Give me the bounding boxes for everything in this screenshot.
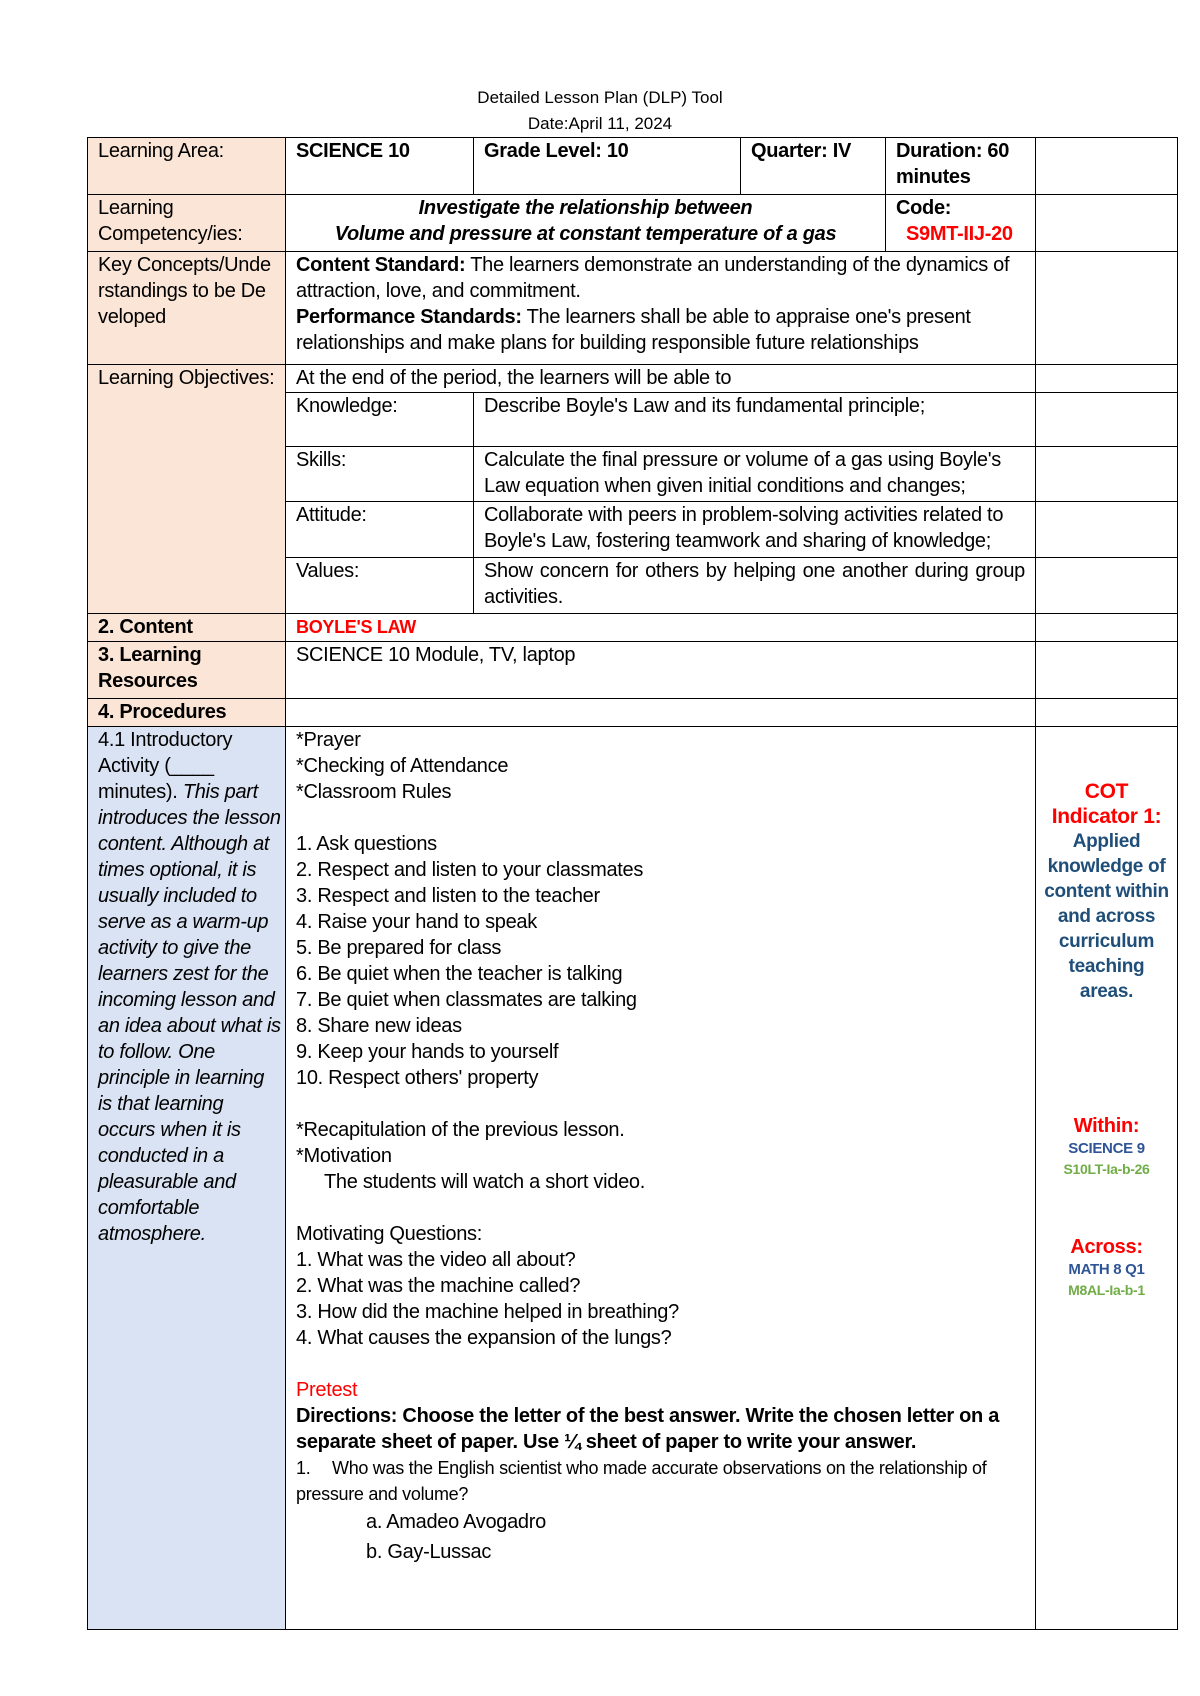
empty-cell (1036, 138, 1178, 195)
within-subject: SCIENCE 9 (1068, 1140, 1145, 1157)
empty-cell (286, 699, 1036, 727)
objective-domain: Attitude: (286, 502, 474, 558)
question-text: Who was the English scientist who made accurate observations on the relationship of pressure and volume? (296, 1458, 987, 1504)
content-standard-label: Content Standard: (296, 254, 466, 276)
table-row (88, 138, 1178, 195)
rule-item: 10. Respect others' property (296, 1067, 539, 1089)
empty-cell (1036, 195, 1178, 252)
table-row (88, 727, 1178, 1630)
empty-cell (1036, 502, 1178, 558)
pretest-title: Pretest (296, 1379, 358, 1401)
rule-item: 5. Be prepared for class (296, 937, 502, 959)
within-code: S10LT-Ia-b-26 (1063, 1161, 1150, 1177)
resources-value: SCIENCE 10 Module, TV, laptop (286, 642, 1036, 699)
quarter: Quarter: IV (741, 138, 886, 195)
intro-activity-content (286, 727, 1036, 1630)
document-date: Date:April 11, 2024 (527, 114, 673, 133)
across-subject: MATH 8 Q1 (1068, 1261, 1145, 1278)
rule-item: 4. Raise your hand to speak (296, 911, 537, 933)
grade-level: Grade Level: 10 (474, 138, 741, 195)
cot-title: COT (1084, 780, 1129, 803)
question-item: 3. How did the machine helped in breathing? (296, 1301, 679, 1323)
cot-indicator-cell (1036, 727, 1178, 1630)
standards-cell (286, 252, 1036, 365)
spacer (296, 1195, 1025, 1221)
objective-text: Describe Boyle's Law and its fundamental principle; (474, 393, 1036, 447)
empty-cell (1036, 447, 1178, 502)
resources-label: 3. Learning Resources (88, 642, 286, 699)
learning-area-label: Learning Area: (88, 138, 286, 195)
learning-area-value: SCIENCE 10 (286, 138, 474, 195)
attendance: *Checking of Attendance (296, 755, 509, 777)
question-number: 1. (296, 1458, 311, 1478)
intro-activity-description: This part introduces the lesson content. Although at times optional, it is usually included to serve as a warm-up activity to give the learners zest for the incoming lesson and an idea about what is to follow. One principle in learning is that learning occurs when it is conducted in a pleasurable and comfortable atmosphere. (98, 781, 281, 1245)
rule-item: 6. Be quiet when the teacher is talking (296, 963, 623, 985)
content-value: BOYLE'S LAW (286, 614, 1036, 642)
empty-cell (1036, 365, 1178, 393)
choice-item: a. Amadeo Avogadro (366, 1511, 546, 1533)
table-row (88, 699, 1178, 727)
rule-item: 3. Respect and listen to the teacher (296, 885, 600, 907)
across-label: Across: (1070, 1236, 1143, 1258)
content-standard-text: The learners demonstrate an understanding of the dynamics of attraction, love, and commitment. (296, 254, 1010, 302)
pretest-directions: Directions: Choose the letter of the best answer. Write the chosen letter on a separate sheet of paper. Use ¼ sheet of paper to write your answer. (296, 1405, 1000, 1453)
choice-item: b. Gay-Lussac (366, 1541, 492, 1563)
across-code: M8AL-Ia-b-1 (1068, 1282, 1145, 1298)
rule-item: 9. Keep your hands to yourself (296, 1041, 559, 1063)
motivation-text: The students will watch a short video. (324, 1171, 645, 1193)
lesson-plan-table (87, 137, 1178, 1630)
spacer (296, 1091, 1025, 1117)
code-cell (886, 195, 1036, 252)
procedures-label: 4. Procedures (88, 699, 286, 727)
question-item: 2. What was the machine called? (296, 1275, 581, 1297)
empty-cell (1036, 614, 1178, 642)
table-row (88, 365, 1178, 393)
competency-text (286, 195, 886, 252)
duration: Duration: 60 minutes (886, 138, 1036, 195)
content-label: 2. Content (88, 614, 286, 642)
table-row (88, 642, 1178, 699)
recap: *Recapitulation of the previous lesson. (296, 1119, 625, 1141)
table-row (88, 252, 1178, 365)
objective-text: Show concern for others by helping one another during group activities. (474, 558, 1036, 614)
prayer: *Prayer (296, 729, 361, 751)
spacer (1036, 1179, 1177, 1235)
performance-standard-label: Performance Standards: (296, 306, 522, 328)
objective-domain: Knowledge: (286, 393, 474, 447)
empty-cell (1036, 393, 1178, 447)
objectives-intro: At the end of the period, the learners will be able to (286, 365, 1036, 393)
document-title: Detailed Lesson Plan (DLP) Tool (477, 88, 723, 107)
cot-indicator: Indicator 1: (1051, 805, 1162, 828)
empty-cell (1036, 558, 1178, 614)
pretest-question (296, 1455, 1025, 1507)
questions-title: Motivating Questions: (296, 1223, 483, 1245)
rules-title: *Classroom Rules (296, 781, 452, 803)
cot-description: Applied knowledge of content within and across curriculum teaching areas. (1044, 831, 1169, 1002)
spacer (296, 1351, 1025, 1377)
competency-line-1: Investigate the relationship between (418, 197, 753, 219)
rule-item: 1. Ask questions (296, 833, 437, 855)
code-label: Code: (896, 197, 952, 219)
empty-cell (1036, 252, 1178, 365)
empty-cell (1036, 642, 1178, 699)
competency-line-2: Volume and pressure at constant temperature of a gas (334, 223, 837, 245)
table-row (88, 614, 1178, 642)
question-item: 1. What was the video all about? (296, 1249, 576, 1271)
code-value: S9MT-IIJ-20 (906, 223, 1013, 245)
intro-activity-label (88, 727, 286, 1630)
within-label: Within: (1073, 1115, 1140, 1137)
intro-activity-title: 4.1 Introductory Activity (____ minutes). (98, 729, 233, 803)
rule-item: 8. Share new ideas (296, 1015, 462, 1037)
objective-text: Calculate the final pressure or volume of a gas using Boyle's Law equation when given initial conditions and changes; (474, 447, 1036, 502)
motivation: *Motivation (296, 1145, 392, 1167)
objective-domain: Skills: (286, 447, 474, 502)
question-item: 4. What causes the expansion of the lungs? (296, 1327, 672, 1349)
key-concepts-label: Key Concepts/Understandings to be Developed (88, 252, 286, 365)
spacer (296, 805, 1025, 831)
objective-text: Collaborate with peers in problem-solving activities related to Boyle's Law, fostering teamwork and sharing of knowledge; (474, 502, 1036, 558)
spacer (1036, 1004, 1177, 1114)
performance-standard-text: The learners shall be able to appraise one's present relationships and make plans for building responsible future relationships (296, 306, 971, 354)
rule-item: 7. Be quiet when classmates are talking (296, 989, 637, 1011)
empty-cell (1036, 699, 1178, 727)
objectives-label: Learning Objectives: (88, 365, 286, 614)
competency-label: Learning Competency/ies: (88, 195, 286, 252)
objective-domain: Values: (286, 558, 474, 614)
table-row (88, 195, 1178, 252)
rule-item: 2. Respect and listen to your classmates (296, 859, 644, 881)
